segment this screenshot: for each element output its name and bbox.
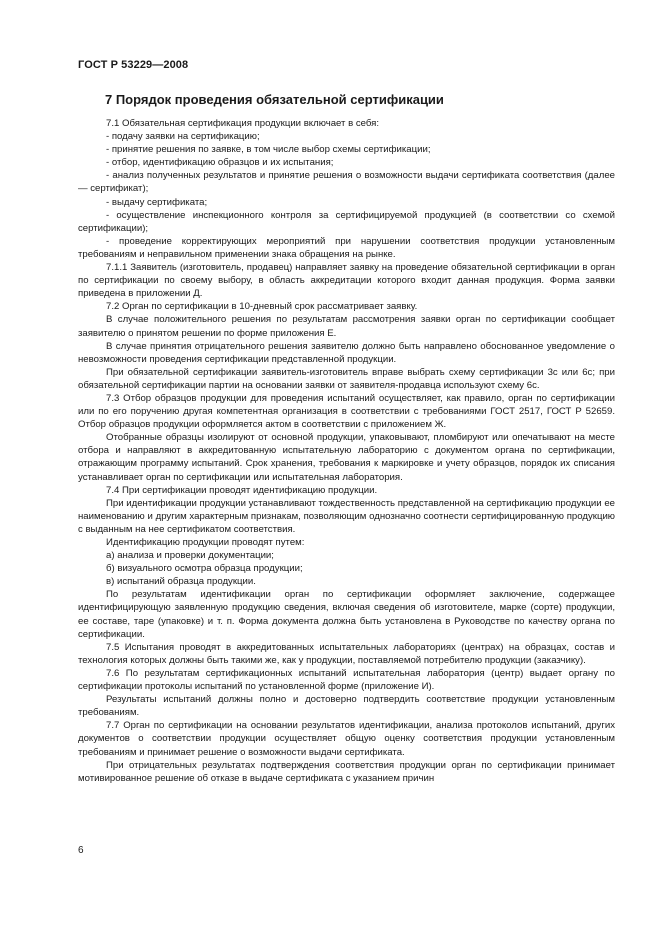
paragraph: 7.7 Орган по сертификации на основании результатов идентификации, анализа протоколов испытаний, других документов о соответствии продукции осуществляет общую оценку соответствия продукции установленным требованиям и принимает решение о возможности выдачи сертификата. xyxy=(78,720,615,758)
paragraph: Отобранные образцы изолируют от основной продукции, упаковывают, пломбируют или опечатывают на месте отбора и направляют в аккредитованную испытательную лабораторию с документом органа по сертификации, отражающим программу испытаний. Срок хранения, требования к маркировке и учету образцов, порядок их списания устанавливает орган по сертификации или испытательная лаборатория. xyxy=(78,432,615,483)
paragraph: 7.1.1 Заявитель (изготовитель, продавец) направляет заявку на проведение обязательной сертификации в орган по сертификации по своему выбору, в область аккредитации которого входит данная продукция. Форма заявки приведена в приложении Д. xyxy=(78,262,615,300)
page-number: 6 xyxy=(78,845,84,856)
list-item: - анализ полученных результатов и принятие решения о возможности выдачи сертификата соответствия (далее — сертификат); xyxy=(78,170,615,195)
list-item: - осуществление инспекционного контроля за сертифицируемой продукцией (в соответствии со схемой сертификации); xyxy=(78,209,615,234)
list-item: в) испытаний образца продукции. xyxy=(106,576,256,588)
paragraph: 7.4 При сертификации проводят идентификацию продукции. xyxy=(106,484,378,496)
paragraph: При обязательной сертификации заявитель-изготовитель вправе выбрать схему сертификации 3с или 6с; при обязательной сертификации партии на основании заявки от заявителя-продавца используют схему 6с. xyxy=(78,366,615,391)
paragraph: Идентификацию продукции проводят путем: xyxy=(106,537,305,548)
list-item: - отбор, идентификацию образцов и их испытания; xyxy=(106,157,334,169)
paragraph: В случае принятия отрицательного решения заявителю должно быть направлено обоснованное уведомление о невозможности проведения сертификации представленной продукции. xyxy=(78,340,615,365)
paragraph: В случае положительного решения по результатам рассмотрения заявки орган по сертификации сообщает заявителю о принятом решении по форме приложения Е. xyxy=(78,314,615,339)
list-item: - проведение корректирующих мероприятий при нарушении соответствия продукции установленным требованиям и неправильном применении знака обращения на рынке. xyxy=(78,235,615,260)
list-item: - подачу заявки на сертификацию; xyxy=(106,131,260,143)
paragraph: 7.5 Испытания проводят в аккредитованных испытательных лабораториях (центрах) на образцах, состав и технология которых должны быть такими же, как у продукции, поставляемой потребителю продукции (заказчику). xyxy=(78,641,615,666)
document-code: ГОСТ Р 53229—2008 xyxy=(78,59,189,71)
paragraph: 7.1 Обязательная сертификация продукции включает в себя: xyxy=(106,118,380,129)
paragraph: 7.2 Орган по сертификации в 10-дневный срок рассматривает заявку. xyxy=(106,301,418,313)
list-item: - выдачу сертификата; xyxy=(106,196,208,208)
paragraph: 7.3 Отбор образцов продукции для проведения испытаний осуществляет, как правило, орган по сертификации или по его поручению другая компетентная организация в соответствии с требованиями ГОСТ 2517, ГОСТ Р 52659. Отбор образцов продукции оформляется актом в соответствии с приложением Ж. xyxy=(78,392,615,431)
list-item: а) анализа и проверки документации; xyxy=(106,550,274,562)
paragraph: По результатам идентификации орган по сертификации оформляет заключение, содержащее идентифицирующую заявленную продукцию сведения, включая сведения об изготовителе, марке (сорте) продукции, ее составе, таре (упаковке) и т. п. Форма документа должна быть установлена в Руководстве по качеству органа по сертификации. xyxy=(78,589,615,640)
section-title: 7 Порядок проведения обязательной сертификации xyxy=(105,92,444,107)
paragraph: При идентификации продукции устанавливают тождественность представленной на сертификацию продукции ее наименованию и другим характерным признакам, позволяющим однозначно соотнести сертифицированную продукцию с выданным на нее сертификатом соответствия. xyxy=(78,497,615,535)
list-item: б) визуального осмотра образца продукции; xyxy=(106,563,303,575)
paragraph: 7.6 По результатам сертификационных испытаний испытательная лаборатория (центр) выдает органу по сертификации протоколы испытаний по установленной форме (приложение И). xyxy=(78,667,615,693)
body-text xyxy=(78,117,615,785)
paragraph: При отрицательных результатах подтверждения соответствия продукции орган по сертификации принимает мотивированное решение об отказе в выдаче сертификата с указанием причин xyxy=(78,759,615,784)
list-item: - принятие решения по заявке, в том числе выбор схемы сертификации; xyxy=(106,144,431,156)
paragraph: Результаты испытаний должны полно и достоверно подтвердить соответствие продукции установленным требованиям. xyxy=(78,694,615,719)
